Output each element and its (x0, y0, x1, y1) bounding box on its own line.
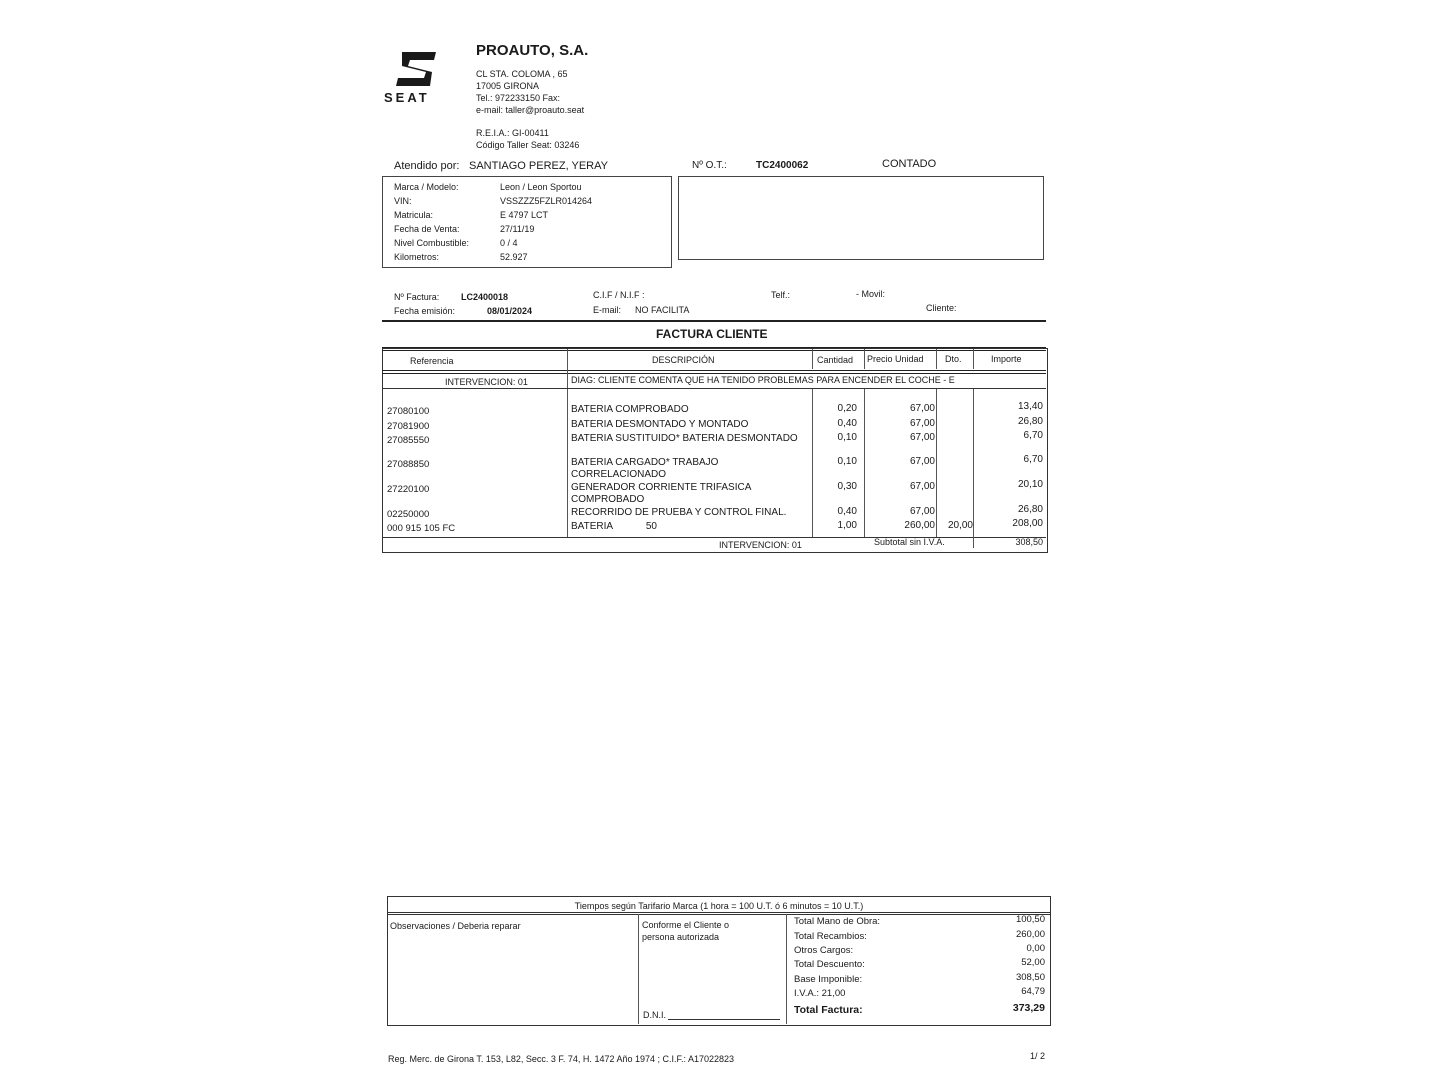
total-value: 260,00 (1015, 929, 1045, 940)
row-dto: 20,00 (947, 520, 973, 531)
tiempos-note: Tiempos según Tarifario Marca (1 hora = 100 U.T. ó 6 minutos = 10 U.T.) (574, 901, 864, 911)
client-address-box (678, 176, 1044, 260)
total-label: Base Imponible: (794, 974, 863, 985)
row-importe: 20,10 (1017, 479, 1043, 490)
total-label: Otros Cargos: (794, 945, 854, 956)
company-phone: Tel.: 972233150 Fax: (476, 93, 561, 103)
company-name: PROAUTO, S.A. (476, 42, 589, 59)
vehicle-value: 27/11/19 (500, 224, 535, 234)
dni-line (668, 1019, 780, 1020)
row-desc: RECORRIDO DE PRUEBA Y CONTROL FINAL. (571, 507, 787, 518)
table-row (385, 520, 1045, 546)
row-price: 67,00 (909, 432, 935, 443)
row-qty: 0,20 (837, 403, 857, 414)
footer-intervention: INTERVENCION: 01 (719, 540, 802, 550)
row-qty: 1,00 (837, 520, 857, 531)
subtotal-label: Subtotal sin I.V.A. (874, 537, 945, 547)
row-price: 67,00 (909, 456, 935, 467)
vehicle-label: Kilometros: (394, 252, 440, 262)
table-row (385, 432, 1045, 458)
col-header-dto: Dto. (945, 354, 962, 364)
total-label: I.V.A.: 21,00 (794, 988, 846, 999)
dni-label: D.N.I. (643, 1010, 667, 1020)
ot-label: Nº O.T.: (692, 160, 727, 171)
movil-label: - Movil: (856, 289, 885, 299)
col-sep (812, 349, 813, 369)
total-label: Total Recambios: (794, 931, 867, 942)
row-desc: BATERIA COMPROBADO (571, 404, 689, 415)
total-value: 308,50 (1015, 972, 1045, 983)
conforme-label: Conforme el Cliente o persona autorizada (642, 920, 730, 942)
row-desc: BATERIA CARGADO* TRABAJO CORRELACIONADO (571, 457, 719, 480)
vehicle-label: VIN: (394, 196, 412, 206)
row-ref: 27085550 (387, 435, 430, 446)
seat-logo (384, 48, 454, 108)
row-qty: 0,40 (837, 506, 857, 517)
row-price: 67,00 (909, 506, 935, 517)
row-qty: 0,30 (837, 481, 857, 492)
divider (382, 320, 1046, 322)
company-address-1: CL STA. COLOMA , 65 (476, 69, 568, 79)
row-ref: 27220100 (387, 484, 430, 495)
payment-method: CONTADO (882, 158, 937, 170)
col-sep (973, 537, 974, 548)
row-ref: 27080100 (387, 406, 430, 417)
total-value: 0,00 (1026, 943, 1045, 954)
total-label: Total Descuento: (794, 959, 865, 970)
row-importe: 6,70 (1023, 454, 1043, 465)
col-header-referencia: Referencia (410, 356, 454, 366)
observaciones-label: Observaciones / Deberia reparar (390, 921, 521, 931)
row-price: 67,00 (909, 418, 935, 429)
table-row (385, 481, 1045, 507)
row-desc: BATERIA 50 (571, 521, 657, 532)
row-price: 260,00 (904, 520, 935, 531)
vehicle-label: Nivel Combustible: (394, 238, 470, 248)
vehicle-value: VSSZZZ5FZLR014264 (500, 196, 593, 206)
total-label: Total Mano de Obra: (794, 916, 881, 927)
total-value: 100,50 (1015, 914, 1045, 925)
row-qty: 0,10 (837, 432, 857, 443)
total-value: 52,00 (1021, 957, 1045, 968)
subtotal-value: 308,50 (1015, 537, 1043, 547)
total-factura-label: Total Factura: (794, 1004, 863, 1016)
factura-label: Nº Factura: (394, 292, 440, 302)
summary-sep (638, 914, 639, 1024)
total-value: 64,79 (1021, 986, 1045, 997)
vehicle-label: Marca / Modelo: (394, 182, 459, 192)
summary-box (387, 896, 1051, 1026)
diag-rule (382, 388, 1046, 389)
intervention-label: INTERVENCION: 01 (445, 377, 528, 387)
vehicle-value: 52.927 (500, 252, 528, 262)
col-sep (973, 349, 974, 369)
registry-footer: Reg. Merc. de Girona T. 153, L82, Secc. 3 F. 74, H. 1472 Año 1974 ; C.I.F.: A17022823 (388, 1054, 735, 1064)
row-desc: BATERIA DESMONTADO Y MONTADO (571, 419, 749, 430)
atendido-label: Atendido por: (394, 160, 460, 172)
vehicle-label: Fecha de Venta: (394, 224, 460, 234)
row-qty: 0,40 (837, 418, 857, 429)
vehicle-value: 0 / 4 (500, 238, 518, 248)
row-ref: 27088850 (387, 459, 430, 470)
row-ref: 27081900 (387, 421, 430, 432)
emision-date: 08/01/2024 (487, 306, 533, 316)
ot-value: TC2400062 (756, 160, 809, 171)
col-header-precio: Precio Unidad (867, 354, 924, 364)
atendido-value: SANTIAGO PEREZ, YERAY (469, 160, 608, 172)
col-header-cantidad: Cantidad (817, 355, 854, 365)
company-address-2: 17005 GIRONA (476, 81, 540, 91)
row-price: 67,00 (909, 481, 935, 492)
email-value: NO FACILITA (635, 305, 690, 315)
vehicle-value: E 4797 LCT (500, 210, 549, 220)
subtotal-rule (382, 537, 1046, 538)
row-desc: BATERIA SUSTITUIDO* BATERIA DESMONTADO (571, 433, 798, 444)
row-ref: 000 915 105 FC (387, 523, 456, 534)
invoice-title: FACTURA CLIENTE (656, 327, 768, 341)
company-workshop-code: Código Taller Seat: 03246 (476, 140, 580, 150)
summary-sep (786, 914, 787, 1024)
vehicle-label: Matricula: (394, 210, 434, 220)
diag-text: DIAG: CLIENTE COMENTA QUE HA TENIDO PROBLEMAS PARA ENCENDER EL COCHE - E (571, 375, 955, 385)
row-desc: GENERADOR CORRIENTE TRIFASICA COMPROBADO (571, 482, 751, 505)
row-importe: 208,00 (1012, 518, 1043, 529)
row-importe: 13,40 (1017, 401, 1043, 412)
cliente-label: Cliente: (926, 303, 957, 313)
row-price: 67,00 (909, 403, 935, 414)
row-importe: 26,80 (1017, 416, 1043, 427)
company-reia: R.E.I.A.: GI-00411 (476, 128, 549, 138)
cif-label: C.I.F / N.I.F : (593, 290, 645, 300)
col-sep (936, 349, 937, 369)
table-row (385, 456, 1045, 482)
row-ref: 02250000 (387, 509, 430, 520)
col-header-importe: Importe (991, 354, 1022, 364)
page-number: 1/ 2 (1030, 1051, 1046, 1061)
row-importe: 26,80 (1017, 504, 1043, 515)
col-sep (864, 349, 865, 369)
emision-label: Fecha emisión: (394, 306, 456, 316)
total-factura-value: 373,29 (1012, 1002, 1045, 1014)
summary-rule (387, 912, 1050, 913)
logo-text: SEAT (384, 90, 430, 105)
table-top-rule (382, 347, 1046, 351)
company-email: e-mail: taller@proauto.seat (476, 105, 585, 115)
email-label: E-mail: (593, 305, 622, 315)
col-header-descripcion: DESCRIPCIÓN (652, 355, 715, 365)
summary-rule-2 (387, 914, 1050, 915)
header-rule (382, 370, 1046, 371)
row-qty: 0,10 (837, 456, 857, 467)
telf-label: Telf.: (771, 290, 791, 300)
factura-number: LC2400018 (461, 292, 509, 302)
vehicle-value: Leon / Leon Sportou (500, 182, 582, 192)
row-importe: 6,70 (1023, 430, 1043, 441)
